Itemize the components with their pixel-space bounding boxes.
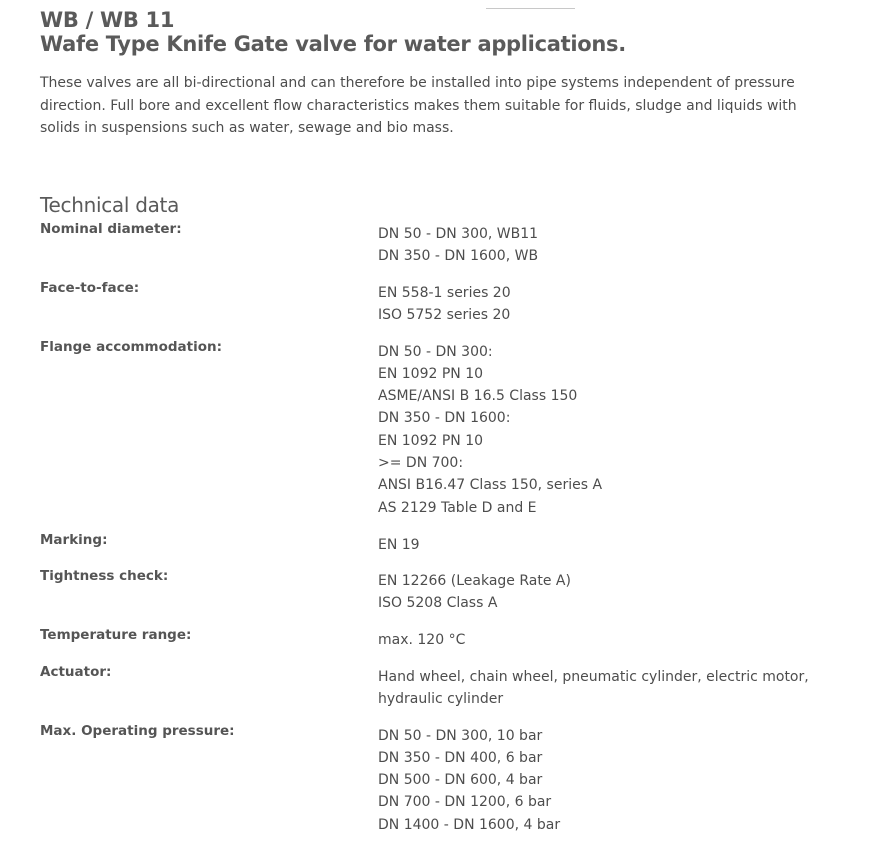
spec-value: DN 1400 - DN 1600, 4 bar [378,816,561,833]
spec-value: ANSI B16.47 Class 150, series A [378,477,603,494]
spec-value: ISO 5752 series 20 [378,306,511,323]
spec-values [378,279,840,327]
spec-row-tightness-check [40,567,840,626]
spec-label: Flange accommodation: [40,338,223,355]
spec-values [378,531,840,556]
spec-label: Temperature range: [40,626,192,643]
spec-row-nominal-diameter [40,220,840,279]
spec-value: DN 500 - DN 600, 4 bar [378,772,543,789]
spec-value: DN 350 - DN 1600: [378,410,511,427]
product-title [40,0,840,56]
spec-row-actuator [40,663,840,722]
spec-label: Face-to-face: [40,279,140,296]
spec-values [378,338,840,519]
spec-row-marking [40,531,840,567]
product-model: WB / WB 11 [40,8,175,32]
spec-values [378,663,828,711]
spec-values [378,567,840,615]
product-content [40,0,840,842]
spec-value: DN 350 - DN 1600, WB [378,247,539,264]
spec-value: >= DN 700: [378,454,464,471]
spec-value: AS 2129 Table D and E [378,499,537,516]
product-description: These valves are all bi-directional and can therefore be installed into pipe systems independent of pressure direction. Full bore and excellent flow characteristics makes them suitable for fluids, sludge and liquids with solids in suspensions such as water, sewage and bio mass. [40,75,797,136]
spec-values [378,220,840,268]
spec-value: DN 700 - DN 1200, 6 bar [378,794,552,811]
spec-value: EN 12266 (Leakage Rate A) [378,572,571,589]
spec-label: Max. Operating pressure: [40,722,235,739]
spec-value: EN 1092 PN 10 [378,432,484,449]
spec-row-max-operating-pressure [40,722,840,842]
spec-value: EN 558-1 series 20 [378,284,511,301]
spec-row-face-to-face [40,279,840,338]
spec-label: Tightness check: [40,567,169,584]
spec-value: DN 50 - DN 300: [378,343,493,360]
spec-values [378,722,840,836]
spec-values [378,626,840,651]
technical-data-table [40,220,840,842]
spec-value: EN 1092 PN 10 [378,365,484,382]
spec-value: DN 50 - DN 300, 10 bar [378,727,543,744]
spec-value: DN 350 - DN 400, 6 bar [378,749,543,766]
spec-label: Marking: [40,531,108,548]
spec-value: Hand wheel, chain wheel, pneumatic cylinder, electric motor, hydraulic cylinder [378,668,809,707]
spec-value: EN 19 [378,536,420,553]
spec-value: ASME/ANSI B 16.5 Class 150 [378,388,578,405]
spec-value: max. 120 °C [378,631,466,648]
spec-value: DN 50 - DN 300, WB11 [378,225,539,242]
spec-label: Nominal diameter: [40,220,182,237]
spec-label: Actuator: [40,663,112,680]
spec-value: ISO 5208 Class A [378,594,498,611]
spec-row-temperature-range [40,626,840,663]
product-subtitle: Wafe Type Knife Gate valve for water applications. [40,32,626,56]
spec-row-flange-accommodation [40,338,840,531]
technical-data-heading: Technical data [40,192,180,217]
